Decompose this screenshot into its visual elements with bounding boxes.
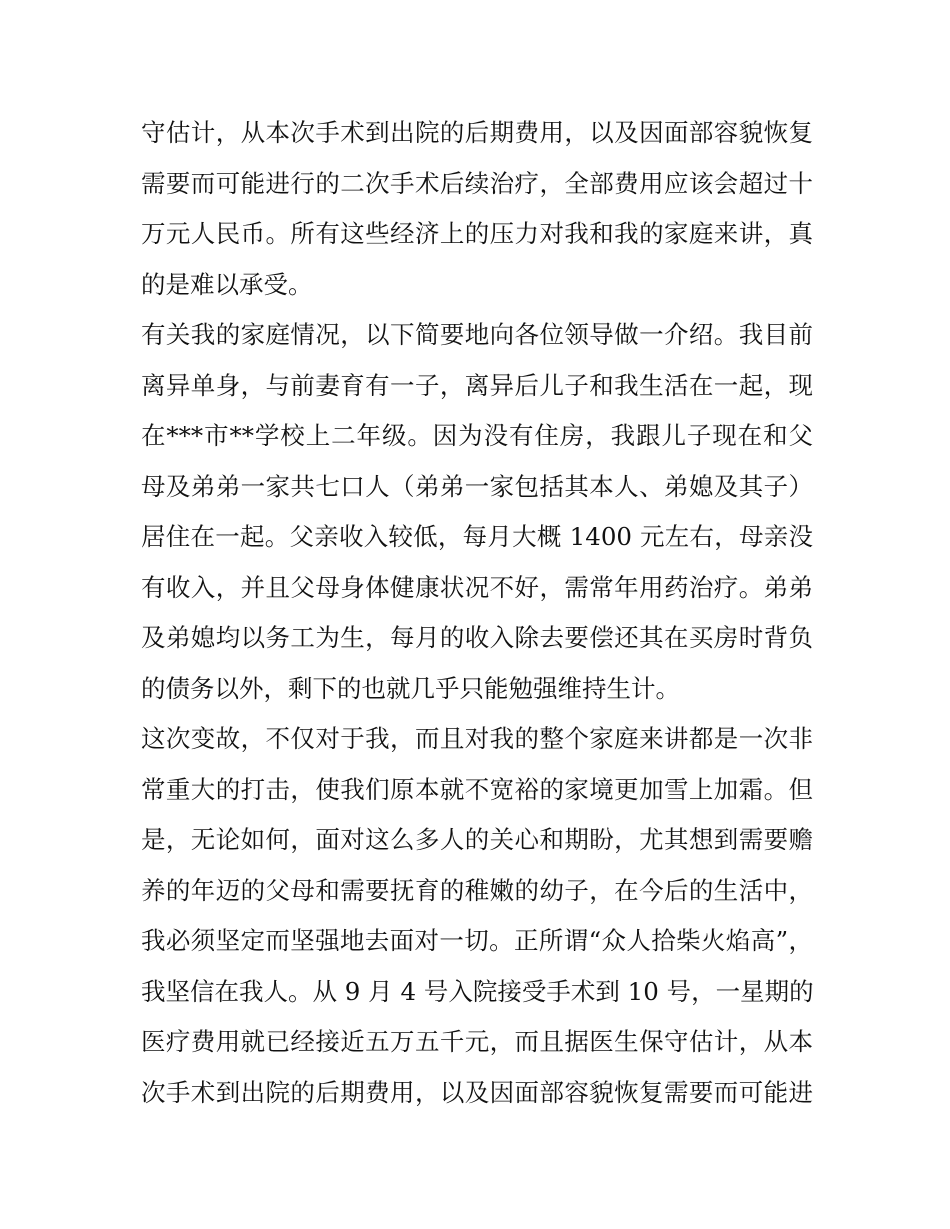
text-line: 次手术到出院的后期费用，以及因面部容貌恢复需要而可能进 — [141, 1077, 813, 1107]
text-line: 医疗费用就已经接近五万五千元，而且据医生保守估计，从本 — [141, 1027, 813, 1056]
text-line: 我必须坚定而坚强地去面对一切。正所谓“众人拾柴火焰高”， — [141, 926, 813, 955]
text-line: 母及弟弟一家共七口人（弟弟一家包括其本人、弟媳及其子） — [141, 471, 813, 501]
text-line: 有关我的家庭情况，以下简要地向各位领导做一介绍。我目前 — [141, 320, 813, 349]
text-line: 离异单身，与前妻育有一子，离异后儿子和我生活在一起，现 — [141, 370, 813, 400]
text-line: 我坚信在我人。从 9 月 4 号入院接受手术到 10 号，一星期的 — [141, 976, 814, 1006]
document-body-text — [141, 108, 813, 1118]
text-line: 养的年迈的父母和需要抚育的稚嫩的幼子，在今后的生活中， — [141, 875, 813, 905]
text-line: 需要而可能进行的二次手术后续治疗，全部费用应该会超过十 — [141, 168, 813, 198]
text-line: 的债务以外，剩下的也就几乎只能勉强维持生计。 — [141, 673, 680, 703]
text-line: 万元人民币。所有这些经济上的压力对我和我的家庭来讲，真 — [141, 219, 813, 248]
text-line: 有收入，并且父母身体健康状况不好，需常年用药治疗。弟弟 — [141, 572, 813, 602]
text-line: 常重大的打击，使我们原本就不宽裕的家境更加雪上加霜。但 — [141, 774, 813, 804]
text-line: 及弟媳均以务工为生，每月的收入除去要偿还其在买房时背负 — [141, 623, 813, 652]
text-line: 居住在一起。父亲收入较低，每月大概 1400 元左右，母亲没 — [141, 522, 813, 551]
text-line: 是，无论如何，面对这么多人的关心和期盼，尤其想到需要赡 — [141, 825, 813, 854]
text-line: 这次变故，不仅对于我，而且对我的整个家庭来讲都是一次非 — [141, 724, 813, 753]
text-line: 的是难以承受。 — [141, 269, 313, 299]
text-line: 守估计，从本次手术到出院的后期费用，以及因面部容貌恢复 — [141, 118, 813, 147]
text-line: 在***市**学校上二年级。因为没有住房，我跟儿子现在和父 — [141, 421, 813, 450]
